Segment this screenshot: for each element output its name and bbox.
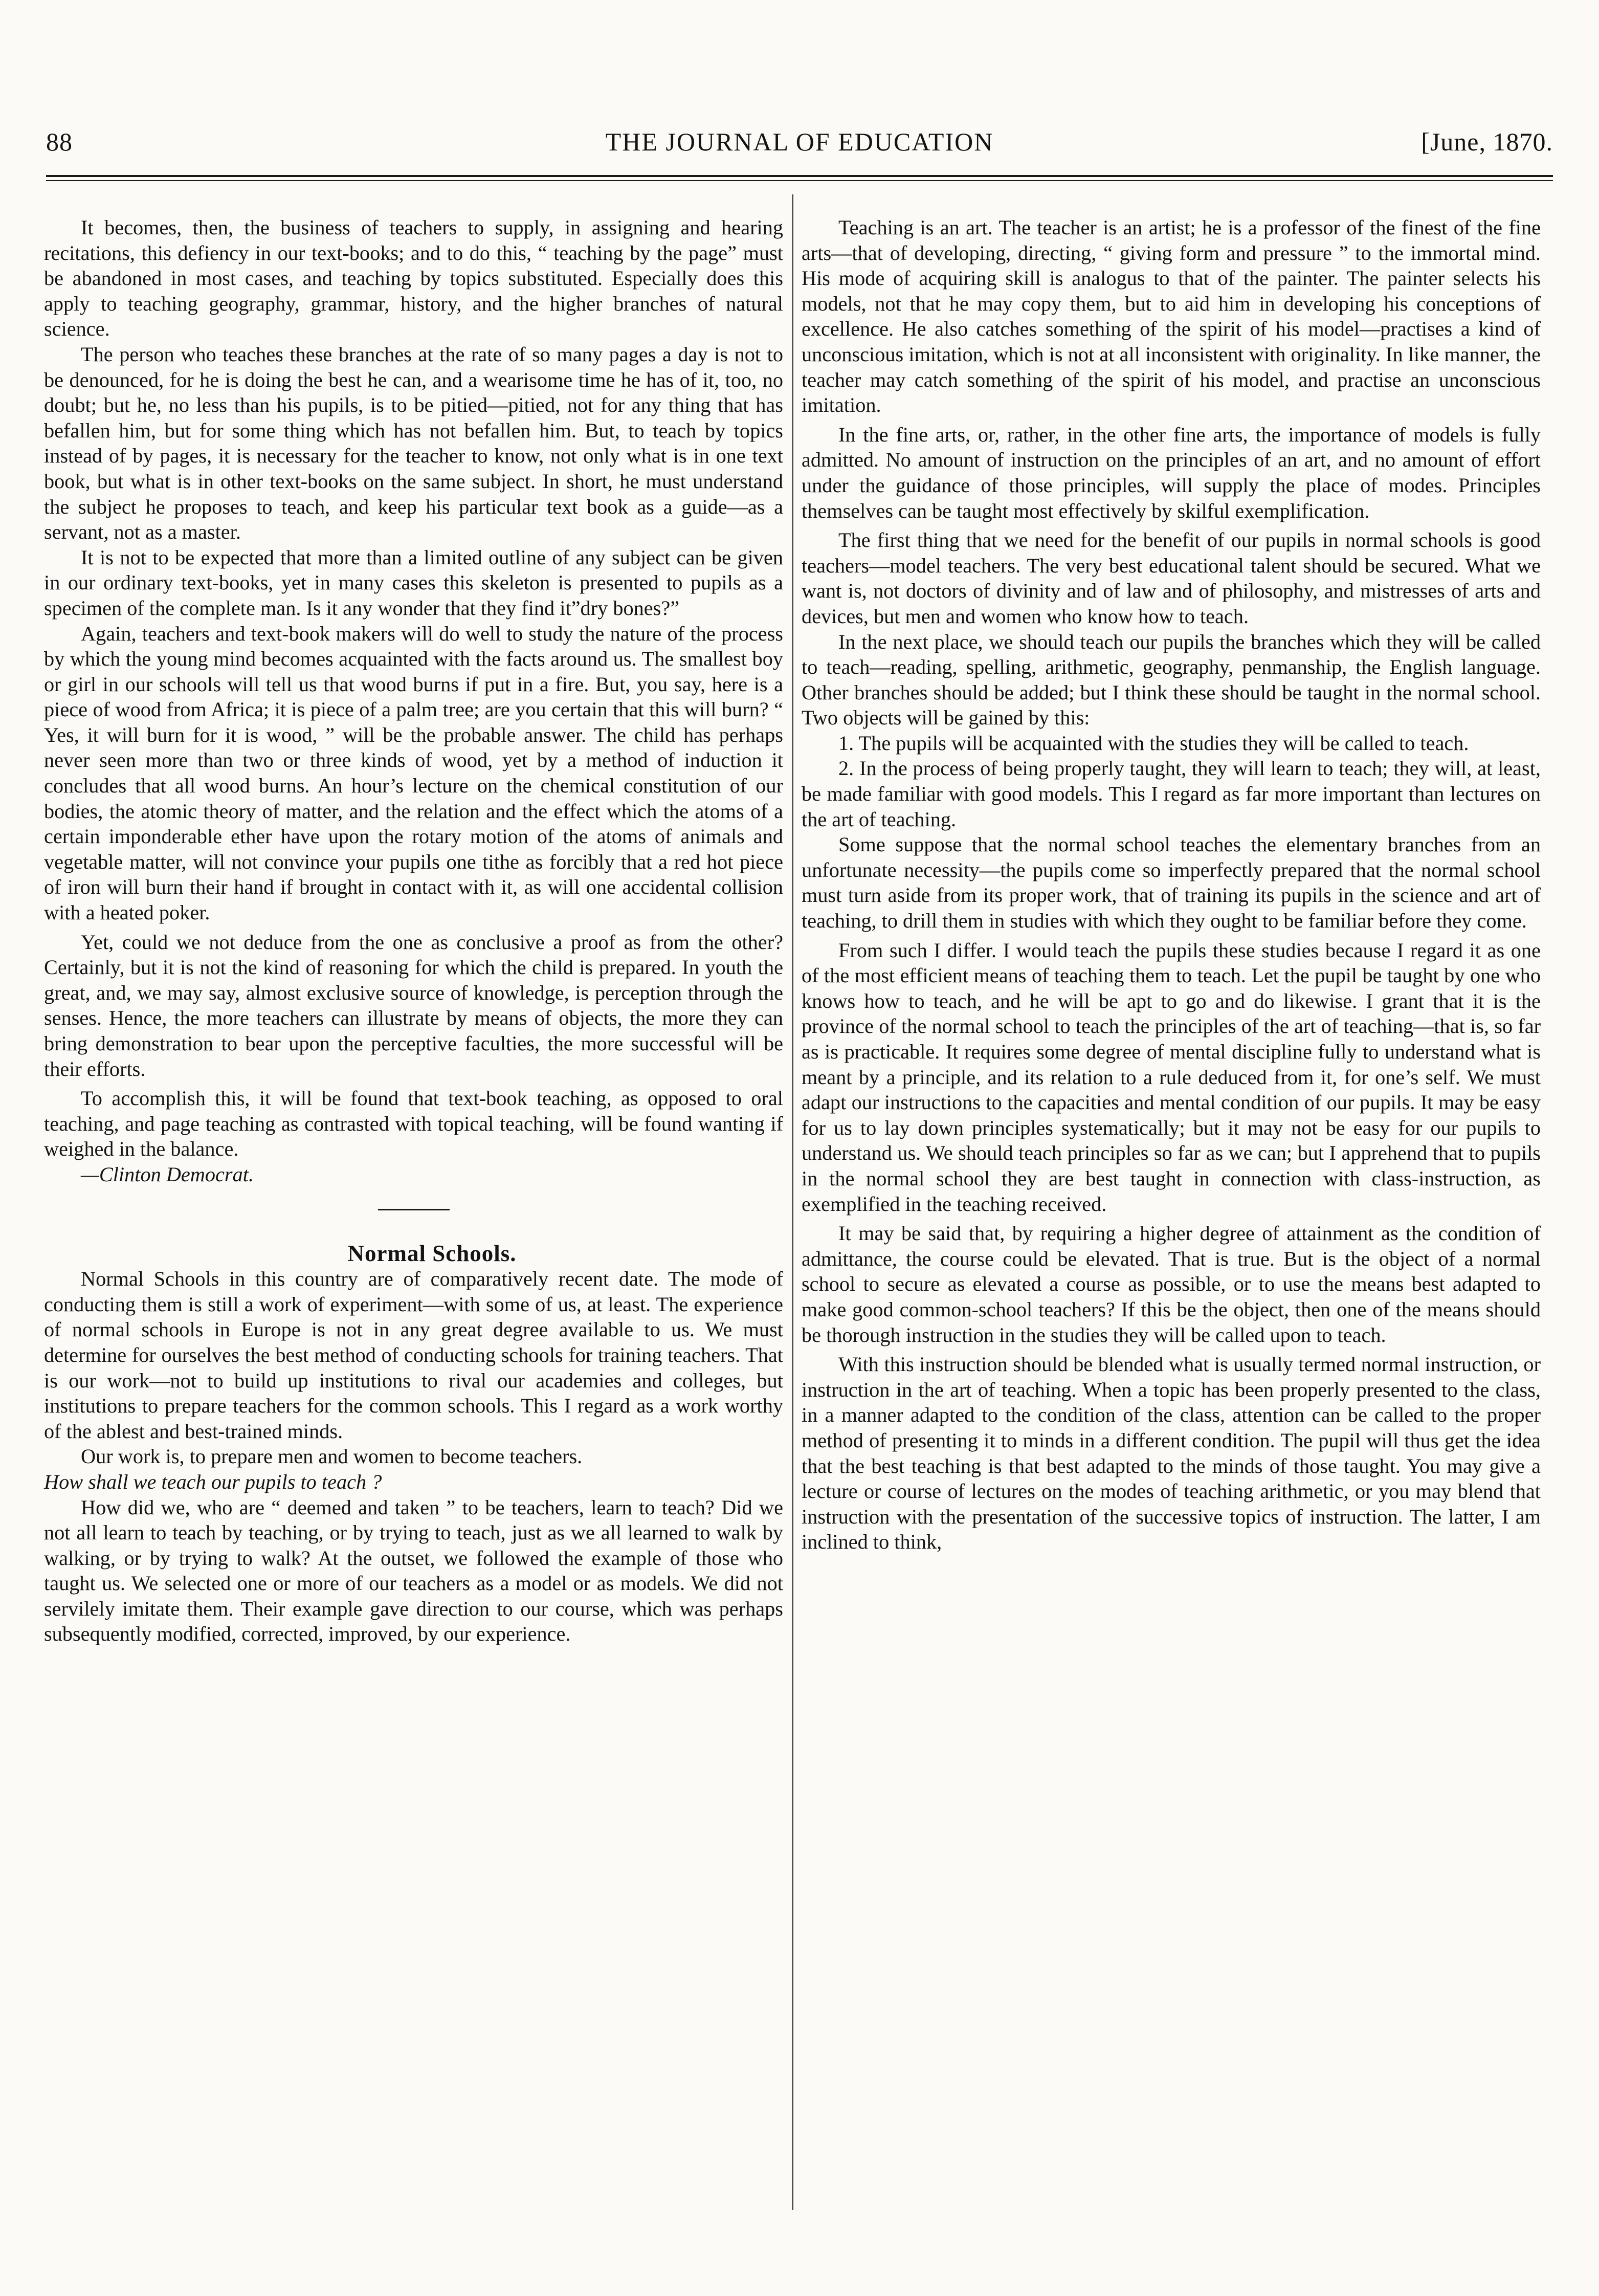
right-paragraph-3: The first thing that we need for the benefit of our pupils in normal schools is good teachers—model teachers. The very best educational talent should be secured. What we want is, not doctors of divinity and of law and of philosophy, and mistresses of arts and devices, but men and women who know how to teach. xyxy=(802,528,1541,628)
section-paragraph-3: How did we, who are “ deemed and taken ” to be teachers, learn to teach? Did we not all learn to teach by teaching, or by trying to teach, just as we all learned to walk by walking, or by trying to walk? At the outset, we followed the example of those who taught us. We selected one or more of our teachers as a model or as models. We did not servilely imitate them. Their example gave direction to our course, which was perhaps subsequently modified, corrected, improved, by our experience. xyxy=(44,1495,783,1646)
left-paragraph-3: It is not to be expected that more than a limited outline of any subject can be given in our ordinary text-books, yet in many cases this skeleton is presented to pupils as a specimen of the complete man. Is it any wonder that they find it”dry bones?” xyxy=(44,545,783,620)
header-rule-thin xyxy=(46,180,1553,181)
section-paragraph-1: Normal Schools in this country are of comparatively recent date. The mode of conducting them is still a work of experiment—with some of us, at least. The experience of normal schools in Europe is not in any great degree available to us. We must determine for ourselves the best method of conducting schools for training teachers. That is our work—not to build up institutions to rival our academies and colleges, but institutions to prepare teachers for the common schools. This I regard as a work worthy of the ablest and best-trained minds. xyxy=(44,1267,783,1443)
right-paragraph-2: In the fine arts, or, rather, in the other fine arts, the importance of models is fully admitted. No amount of instruction on the principles of an art, and no amount of effort under the guidance of those principles, will supply the place of modes. Principles themselves can be taught most effectively by skilful exemplification. xyxy=(802,423,1541,522)
left-column xyxy=(44,215,783,1647)
journal-title: THE JOURNAL OF EDUCATION xyxy=(605,127,994,156)
right-paragraph-9: It may be said that, by requiring a higher degree of attainment as the condition of admittance, the course could be elevated. That is true. But is the object of a normal school to secure as elevated a course as possible, or to use the means best adapted to make good common-school teachers? If this be the object, then one of the means should be thorough instruction in the studies they will be called upon to teach. xyxy=(802,1222,1541,1346)
right-paragraph-6: 2. In the process of being properly taught, they will learn to teach; they will, at least, be made familiar with good models. This I regard as far more important than lectures on the art of teaching. xyxy=(802,757,1541,831)
left-paragraph-2: The person who teaches these branches at the rate of so many pages a day is not to be denounced, for he is doing the best he can, and a wearisome time he has of it, too, no doubt; but he, no less than his pupils, is to be pitied—pitied, not for any thing that has befallen him, but for some thing which has not befallen him. But, to teach by topics instead of by pages, it is necessary for the teacher to know, not only what is in one text book, but what is in other text-books on the same subject. In short, he must understand the subject he proposes to teach, and keep his particular text book as a guide—as a servant, not as a master. xyxy=(44,342,783,544)
running-head xyxy=(46,127,1553,168)
right-paragraph-1: Teaching is an art. The teacher is an artist; he is a professor of the finest of the fine arts—that of developing, directing, “ giving form and pressure ” to the immortal mind. His mode of acquiring skill is analogus to that of the painter. The painter selects his models, not that he may copy them, but to aid him in developing his conceptions of excellence. He also catches something of the spirit of his model—practises a kind of unconscious imitation, which is not at all inconsistent with originality. In like manner, the teacher may catch something of the spirit of his model, and practise an unconscious imitation. xyxy=(802,216,1541,417)
left-paragraph-5: Yet, could we not deduce from the one as conclusive a proof as from the other? Certainly, but it is not the kind of reasoning for which the child is prepared. In youth the great, and, we may say, almost exclusive source of knowledge, is perception through the senses. Hence, the more teachers can illustrate by means of objects, the more they can bring demonstration to bear upon the perceptive faculties, the more successful will be their efforts. xyxy=(44,930,783,1080)
section-heading: Normal Schools. xyxy=(347,1240,517,1266)
right-paragraph-4: In the next place, we should teach our pupils the branches which they will be called to teach—reading, spelling, arithmetic, geography, penmanship, the English language. Other branches should be added; but I think these should be taught in the normal school. Two objects will be gained by this: xyxy=(802,630,1541,730)
italic-question: How shall we teach our pupils to teach ? xyxy=(44,1470,382,1493)
right-paragraph-5: 1. The pupils will be acquainted with the studies they will be called to teach. xyxy=(838,731,1469,755)
left-paragraph-1: It becomes, then, the business of teachers to supply, in assigning and hearing recitations, this defiency in our text-books; and to do this, “ teaching by the page” must be abandoned in most cases, and teaching by topics substituted. Especially does this apply to teaching geography, grammar, history, and the higher branches of natural science. xyxy=(44,216,783,341)
article-signature: —Clinton Democrat. xyxy=(81,1162,254,1186)
right-paragraph-10: With this instruction should be blended what is usually termed normal instruction, or instruction in the art of teaching. When a topic has been properly presented to the class, in a manner adapted to the condition of the class, attention can be called to the proper method of presenting it to minds in a different condition. The pupil will thus get the idea that the best teaching is that best adapted to the minds of those taught. You may give a lecture or course of lectures on the modes of teaching arithmetic, or you may blend that instruction with the presentation of the successive topics of instruction. The latter, I am inclined to think, xyxy=(802,1353,1541,1554)
page-number: 88 xyxy=(46,127,73,156)
section-paragraph-2: Our work is, to prepare men and women to become teachers. xyxy=(81,1445,583,1468)
section-separator xyxy=(378,1209,450,1210)
left-paragraph-6: To accomplish this, it will be found that text-book teaching, as opposed to oral teaching, and page teaching as contrasted with topical teaching, will be found wanting if weighed in the balance. xyxy=(44,1087,783,1161)
left-paragraph-4: Again, teachers and text-book makers will do well to study the nature of the process by which the young mind becomes acquainted with the facts around us. The smallest boy or girl in our schools will tell us that wood burns if put in a fire. But, you say, here is a piece of wood from Africa; it is piece of a palm tree; are you certain that this will burn? “ Yes, it will burn for it is wood, ” will be the probable answer. The child has perhaps never seen more than two or three kinds of wood, yet by a method of induction it concludes that all wood burns. An hour’s lecture on the chemical constitution of our bodies, the atomic theory of matter, and the relation and the effect which the atoms of a certain imponderable ether have upon the rotary motion of the atoms of animals and vegetable matter, will not convince your pupils one tithe as forcibly that a red hot piece of iron will burn their hand if brought in contact with it, as will one accidental collision with a heated poker. xyxy=(44,622,783,924)
right-column xyxy=(802,215,1541,1555)
right-paragraph-7: Some suppose that the normal school teaches the elementary branches from an unfortunate necessity—the pupils come so imperfectly prepared that the normal school must turn aside from its proper work, that of training its pupils in the science and art of teaching, to drill them in studies with which they ought to be familiar before they come. xyxy=(802,833,1541,933)
right-paragraph-8: From such I differ. I would teach the pupils these studies because I regard it as one of the most efficient means of teaching them to teach. Let the pupil be taught by one who knows how to teach, and he will be apt to go and do likewise. I grant that it is the province of the normal school to teach the principles of the art of teaching—that is, so far as is practicable. It requires some degree of mental discipline fully to understand what is meant by a principle, and its relation to a rule deduced from it, for one’s self. We must adapt our instructions to the capacities and mental condition of our pupils. It may be easy for us to lay down principles systematically; but it may not be easy for our pupils to understand us. We should teach principles so far as we can; but I apprehend that to pupils in the normal school they are best taught in connection with class-instruction, as exemplified in the teaching received. xyxy=(802,938,1541,1216)
column-divider xyxy=(792,194,793,2210)
header-rule-thick xyxy=(46,175,1553,177)
issue-date: [June, 1870. xyxy=(1421,127,1553,156)
